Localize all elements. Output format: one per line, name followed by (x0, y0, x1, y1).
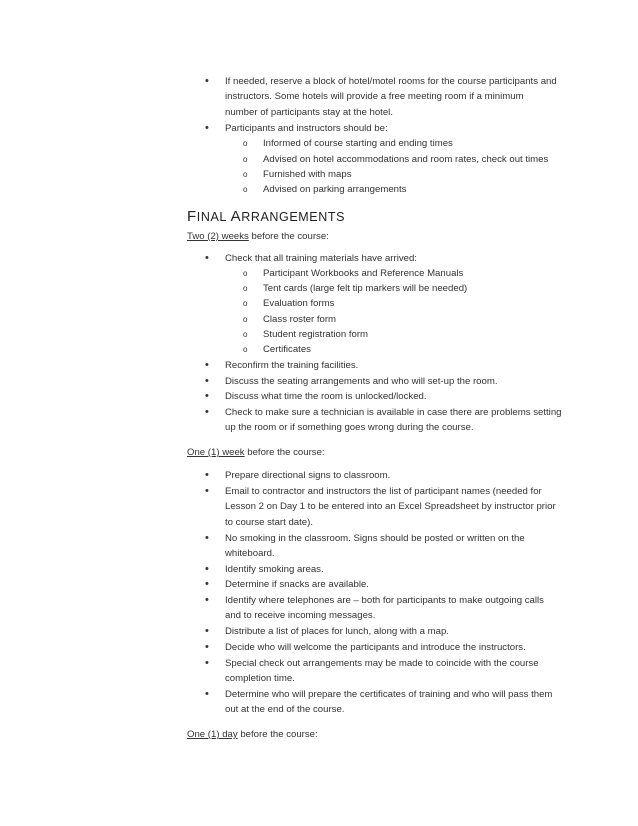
bullet-item-reconfirm: • Reconfirm the training facilities. (225, 358, 575, 373)
bullet-item-reserve-hotel (205, 74, 575, 120)
sub-bullet-item: o Student registration form (263, 327, 593, 342)
sub-bullet-item: o Advised on parking arrangements (263, 182, 593, 197)
bullet-icon: • (205, 532, 209, 544)
sub-bullet-item: o Evaluation forms (263, 296, 593, 311)
bullet-item-email: • Email to contractor and instructors the list of participant names (needed for Lesson 2 on Day 1 to be entered into an Excel Spreadsheet by instructor prior to course start date). (205, 485, 556, 528)
one-week-label: One (1) week before the course: (187, 447, 325, 458)
sub-bullet-item: o Informed of course starting and ending times (263, 136, 593, 151)
sub-bullet-icon: o (243, 170, 248, 179)
sub-bullet-icon: o (243, 330, 248, 339)
bullet-icon: • (205, 485, 209, 497)
bullet-line: Participants and instructors should be: (225, 123, 388, 134)
sub-bullet-icon: o (243, 315, 248, 324)
two-weeks-label: Two (2) weeks before the course: (187, 231, 329, 242)
bullet-item-telephones: • Identify where telephones are – both for participants to make outgoing calls and to receive incoming messages. (205, 594, 544, 622)
bullet-item-check-materials: • Check that all training materials have arrived: (225, 251, 575, 266)
bullet-icon: • (205, 252, 209, 264)
bullet-icon: • (205, 594, 209, 606)
bullet-item-certificates: • Determine who will prepare the certificates of training and who will pass them out at the end of the course. (205, 688, 553, 716)
bullet-icon: • (205, 625, 209, 637)
bullet-icon: • (205, 688, 209, 700)
bullet-item-no-smoking: • No smoking in the classroom. Signs should be posted or written on the whiteboard. (205, 532, 525, 560)
bullet-icon: • (205, 563, 209, 575)
sub-bullet-item: o Participant Workbooks and Reference Manuals (263, 266, 593, 281)
bullet-item-lunch: • Distribute a list of places for lunch, along with a map. (225, 624, 575, 639)
sub-bullet-item: o Tent cards (large felt tip markers will be needed) (263, 281, 593, 296)
bullet-line: If needed, reserve a block of hotel/motel rooms for the course participants and (225, 76, 557, 87)
bullet-item-technician: • Check to make sure a technician is available in case there are problems setting up the room or if something goes wrong during the course. (205, 406, 562, 434)
one-day-label: One (1) day before the course: (187, 729, 318, 740)
sub-bullet-item: o Advised on hotel accommodations and room rates, check out times (263, 152, 593, 167)
bullet-icon: • (205, 641, 209, 653)
bullet-icon: • (205, 390, 209, 402)
sub-bullet-icon: o (243, 284, 248, 293)
sub-bullet-icon: o (243, 299, 248, 308)
bullet-item-snacks: • Determine if snacks are available. (225, 577, 575, 592)
sub-bullet-item: o Class roster form (263, 312, 593, 327)
section-heading: FINAL ARRANGEMENTS (187, 208, 346, 225)
sub-bullet-icon: o (243, 155, 248, 164)
bullet-icon: • (205, 578, 209, 590)
bullet-item-seating: • Discuss the seating arrangements and who will set-up the room. (225, 374, 575, 389)
bullet-item-signs: • Prepare directional signs to classroom. (225, 468, 575, 483)
sub-bullet-icon: o (243, 345, 248, 354)
bullet-line: instructors. Some hotels will provide a free meeting room if a minimum (225, 91, 524, 103)
bullet-icon: • (205, 375, 209, 387)
bullet-item-welcome: • Decide who will welcome the participants and introduce the instructors. (225, 640, 575, 655)
bullet-item-check-out: • Special check out arrangements may be made to coincide with the course completion time. (205, 657, 539, 685)
bullet-item-smoking-areas: • Identify smoking areas. (225, 562, 575, 577)
bullet-icon: • (205, 406, 209, 418)
sub-bullet-icon: o (243, 185, 248, 194)
bullet-icon: • (205, 657, 209, 669)
bullet-item-participants-should-be (205, 121, 575, 136)
sub-bullet-icon: o (243, 269, 248, 278)
sub-bullet-item: o Furnished with maps (263, 167, 593, 182)
bullet-line: number of participants stay at the hotel. (225, 106, 393, 118)
sub-bullet-item: o Certificates (263, 342, 593, 357)
bullet-icon: • (205, 469, 209, 481)
bullet-item-room-time: • Discuss what time the room is unlocked/locked. (225, 389, 575, 404)
bullet-icon: • (205, 359, 209, 371)
bullet-icon: • (205, 75, 209, 87)
sub-bullet-icon: o (243, 139, 248, 148)
bullet-icon: • (205, 122, 209, 134)
